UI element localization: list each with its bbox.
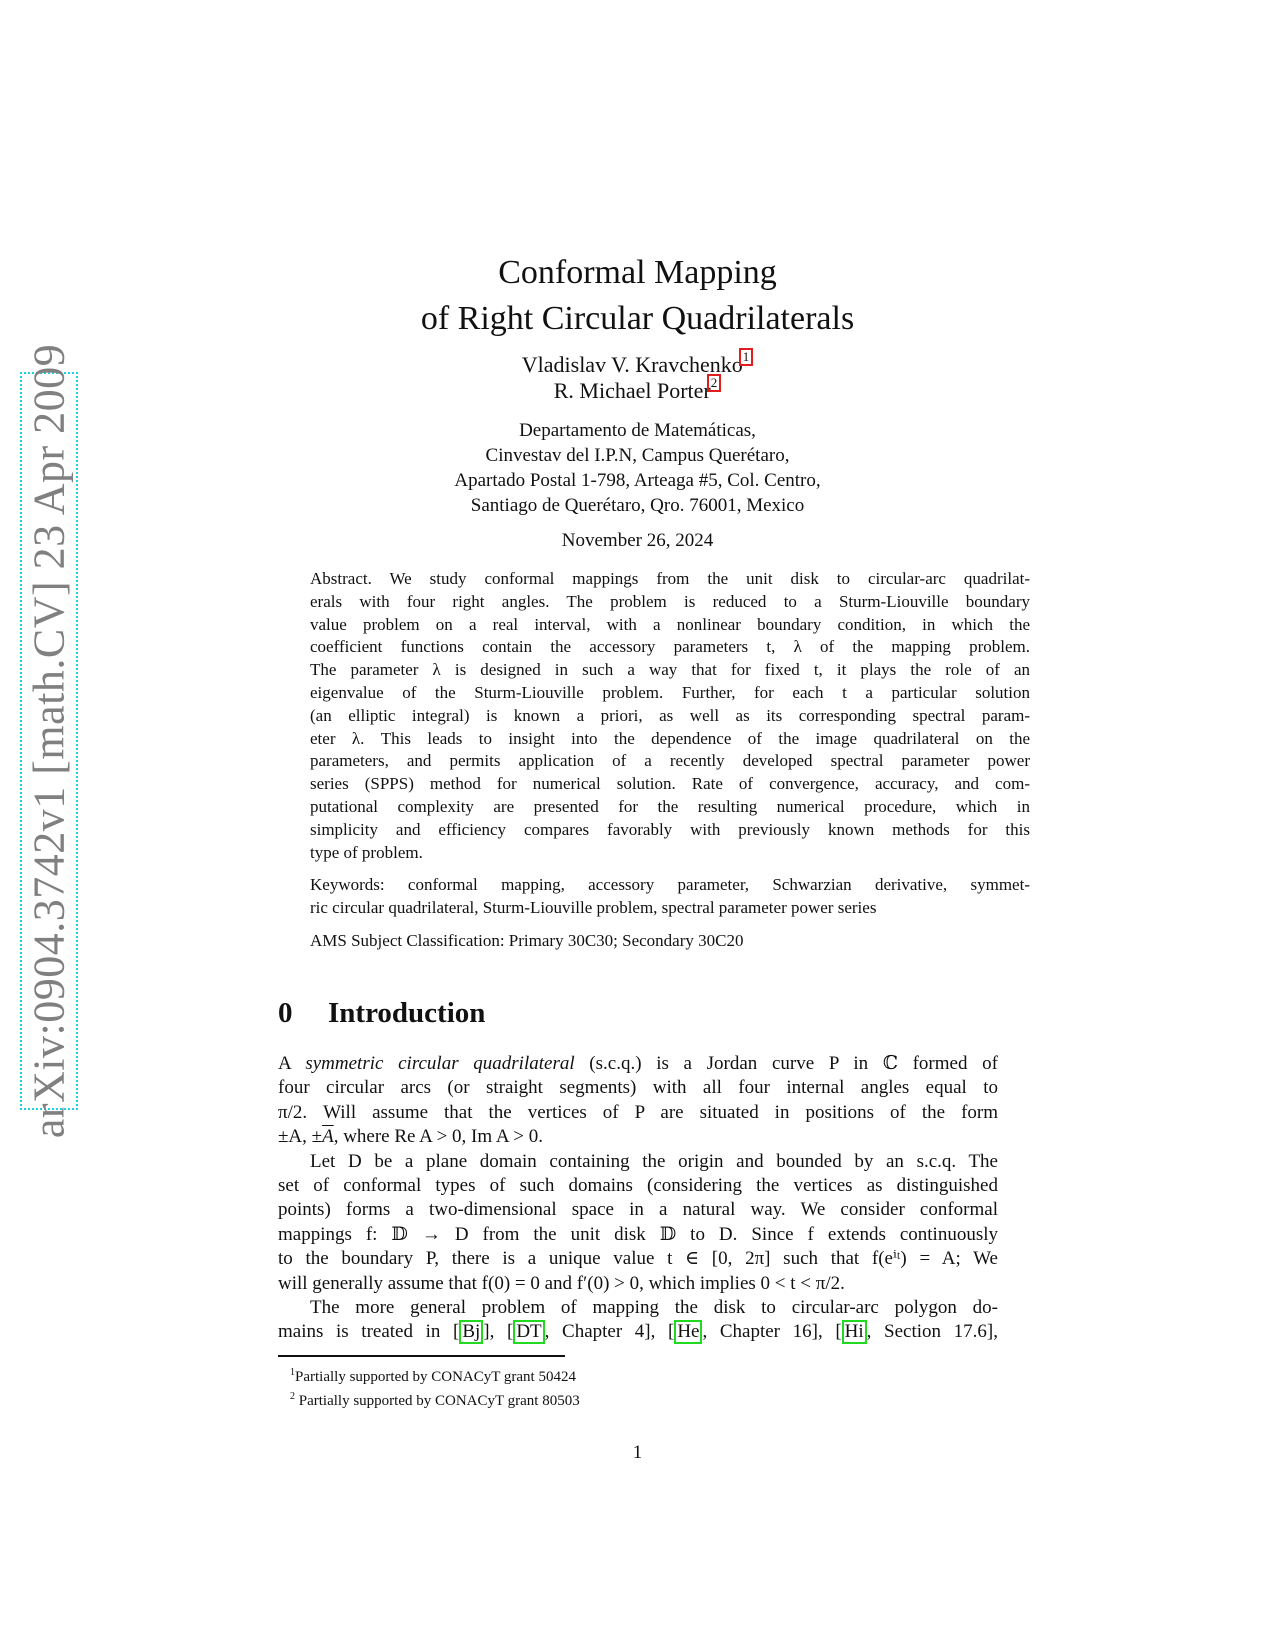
text-run: , Section 17.6], — [866, 1321, 998, 1343]
abstract-block — [310, 568, 1030, 963]
footnote-link-1[interactable]: 1 — [739, 348, 754, 366]
body-line: Let D be a plane domain containing the origin and bounded by an s.c.q. The — [310, 1150, 998, 1172]
abstract-line: eter λ. This leads to insight into the dependence of the image quadrilateral on the — [310, 728, 1030, 748]
footnote-text: Partially supported by CONACyT grant 80503 — [295, 1393, 580, 1409]
affiliation-line: Apartado Postal 1-798, Arteaga #5, Col. Centro, — [454, 470, 821, 491]
ams-line: AMS Subject Classification: Primary 30C30; Secondary 30C20 — [310, 930, 744, 950]
affiliation-line: Departamento de Matemáticas, — [519, 420, 756, 441]
footnote-1 — [290, 1363, 580, 1387]
paragraph-1 — [278, 1052, 998, 1150]
affiliation — [0, 418, 1275, 518]
abstract-line: The parameter λ is designed in such a way that for fixed t, it plays the role of an — [310, 660, 1030, 680]
footnote-link-2[interactable]: 2 — [707, 374, 722, 392]
text-run: , where Re A > 0, Im A > 0. — [333, 1126, 543, 1148]
body-line — [278, 1125, 998, 1149]
text-run: ±A, ± — [278, 1126, 323, 1148]
paragraph-2 — [278, 1150, 998, 1296]
body-line — [278, 1052, 998, 1076]
body-line: points) forms a two-dimensional space in a natural way. We consider conformal — [278, 1199, 998, 1221]
section-title: Introduction — [328, 997, 486, 1029]
citation-link-hi[interactable]: Hi — [842, 1320, 867, 1344]
keywords-line: ric circular quadrilateral, Sturm-Liouville problem, spectral parameter power series — [310, 898, 877, 918]
body-line: mappings f: 𝔻 → D from the unit disk 𝔻 to D. Since f extends continuously — [278, 1223, 998, 1245]
section-number: 0 — [278, 997, 293, 1029]
abstract-line: parameters, and permits application of a recently developed spectral parameter power — [310, 751, 1030, 771]
affiliation-line: Santiago de Querétaro, Qro. 76001, Mexico — [470, 495, 805, 516]
footnote-rule — [278, 1355, 565, 1357]
body-line: The more general problem of mapping the disk to circular-arc polygon do- — [310, 1297, 998, 1319]
author-name: R. Michael Porter — [553, 378, 711, 403]
abstract-line: (an elliptic integral) is known a priori, as well as its corresponding spectral param- — [310, 705, 1030, 725]
text-run: , Chapter 16], [ — [702, 1321, 842, 1343]
abstract-line: putational complexity are presented for the resulting numerical procedure, which in — [310, 796, 1030, 816]
author-1 — [0, 349, 1275, 378]
abstract-line: type of problem. — [310, 842, 423, 862]
arxiv-identifier[interactable]: arXiv:0904.3742v1 [math.CV] 23 Apr 2009 — [24, 343, 74, 1139]
keywords — [310, 874, 1030, 920]
body-line: π/2. Will assume that the vertices of P are situated in positions of the form — [278, 1101, 998, 1123]
footnotes — [290, 1363, 580, 1411]
ams-classification — [310, 930, 1030, 953]
paragraph-3 — [278, 1296, 998, 1345]
abstract-line: coefficient functions contain the accessory parameters t, λ of the mapping problem. — [310, 637, 1030, 657]
citation-link-dt[interactable]: DT — [513, 1320, 544, 1344]
page-number: 1 — [632, 1442, 643, 1463]
abstract-line: Abstract. We study conformal mappings from the unit disk to circular-arc quadrilat- — [310, 569, 1030, 588]
author-2 — [0, 375, 1275, 404]
abstract-line: erals with four right angles. The problem is reduced to a Sturm-Liouville boundary — [310, 591, 1030, 611]
footnote-mark: 1 — [290, 1367, 295, 1378]
text-run: , Chapter 4], [ — [544, 1321, 675, 1343]
paper-date: November 26, 2024 — [561, 530, 714, 551]
footnote-2 — [290, 1387, 580, 1411]
citation-link-bj[interactable]: Bj — [459, 1320, 483, 1344]
citation-link-he[interactable]: He — [674, 1320, 702, 1344]
body-line: four circular arcs (or straight segments) with all four internal angles equal to — [278, 1077, 998, 1099]
conjugate-symbol: $\overline{A}$ — [322, 1126, 334, 1148]
abstract-line: eigenvalue of the Sturm-Liouville problem. Further, for each t a particular solution — [310, 682, 1030, 702]
paper-title-line-1: Conformal Mapping — [498, 254, 777, 291]
footnote-mark: 2 — [290, 1391, 295, 1402]
body-line — [278, 1320, 998, 1344]
text-run: ], [ — [483, 1321, 514, 1343]
body-line: set of conformal types of such domains (considering the vertices as distinguished — [278, 1175, 998, 1197]
footnote-text: Partially supported by CONACyT grant 50424 — [295, 1369, 576, 1385]
text-run: (s.c.q.) is a Jordan curve P in ℂ formed of — [574, 1053, 998, 1074]
keywords-line: Keywords: conformal mapping, accessory parameter, Schwarzian derivative, symmet- — [310, 875, 1030, 895]
text-run: A — [278, 1053, 306, 1074]
body-text — [278, 1052, 998, 1345]
body-line: to the boundary P, there is a unique value t ∈ [0, 2π] such that f(eⁱᵗ) = A; We — [278, 1248, 998, 1270]
author-name: Vladislav V. Kravchenko — [521, 352, 743, 377]
abstract-line: value problem on a real interval, with a nonlinear boundary condition, in which the — [310, 614, 1030, 634]
body-line: will generally assume that f(0) = 0 and f′(0) > 0, which implies 0 < t < π/2. — [278, 1272, 845, 1294]
section-heading — [278, 997, 485, 1030]
abstract-line: simplicity and efficiency compares favorably with previously known methods for this — [310, 819, 1030, 839]
text-run: mains is treated in [ — [278, 1321, 460, 1343]
affiliation-line: Cinvestav del I.P.N, Campus Querétaro, — [485, 445, 790, 466]
defined-term: symmetric circular quadrilateral — [305, 1053, 575, 1074]
abstract — [310, 568, 1030, 864]
paper-title-line-2: of Right Circular Quadrilaterals — [420, 300, 855, 337]
abstract-line: series (SPPS) method for numerical solution. Rate of convergence, accuracy, and com- — [310, 774, 1030, 794]
